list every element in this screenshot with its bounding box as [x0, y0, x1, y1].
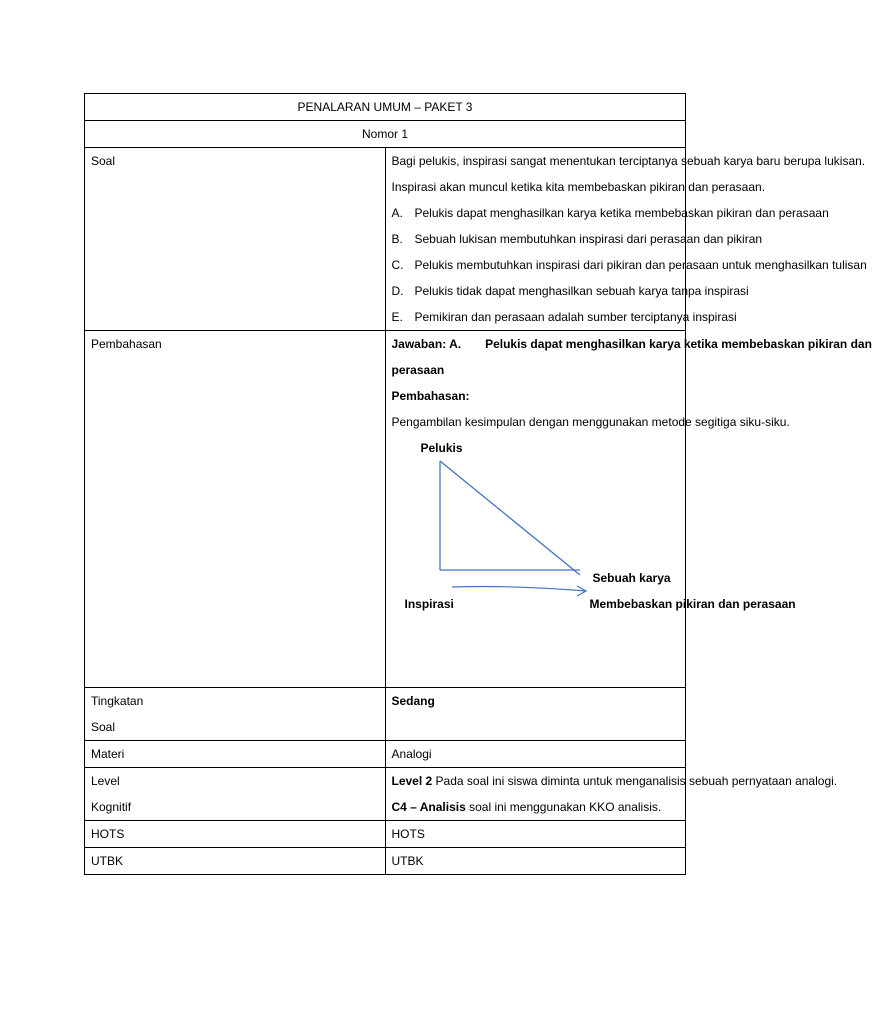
tingkatan-label-line-2: Soal — [91, 720, 116, 734]
triangle-svg — [392, 435, 892, 687]
soal-label: Soal — [85, 148, 386, 331]
option-text: Pelukis membutuhkan inspirasi dari pikiran dan perasaan untuk menghasilkan tulisan — [414, 258, 867, 272]
level-text-1: Pada soal ini siswa diminta untuk menganalisis sebuah pernyataan analogi. — [432, 774, 838, 788]
label-pelukis: Pelukis — [420, 441, 463, 455]
number-row — [85, 121, 686, 148]
option-text: Pelukis dapat menghasilkan karya ketika membebaskan pikiran dan perasaan — [414, 206, 829, 220]
level-text-2: soal ini menggunakan KKO analisis. — [465, 800, 662, 814]
option-d — [391, 278, 749, 304]
option-text: Sebuah lukisan membutuhkan inspirasi dari perasaan dan pikiran — [414, 232, 763, 246]
answer-line — [391, 331, 872, 357]
triangle-hypotenuse — [440, 461, 580, 575]
level-label-line-2: Kognitif — [91, 800, 132, 814]
label-sebuah-karya: Sebuah karya — [592, 571, 671, 585]
explanation-text: Pengambilan kesimpulan dengan menggunakan metode segitiga siku-siku. — [391, 415, 790, 429]
explanation-heading: Pembahasan: — [391, 389, 470, 403]
option-letter: E. — [391, 310, 403, 324]
soal-line-1: Bagi pelukis, inspirasi sangat menentukan terciptanya sebuah karya baru berupa lukisan. — [391, 154, 866, 168]
materi-label: Materi — [85, 741, 386, 768]
answer-prefix: Jawaban: A. — [391, 337, 462, 351]
triangle-diagram — [392, 435, 796, 687]
tingkatan-value — [385, 688, 686, 741]
utbk-label: UTBK — [85, 848, 386, 875]
level-prefix-1: Level 2 — [391, 774, 433, 788]
pembahasan-row — [85, 331, 686, 688]
pembahasan-content — [385, 331, 872, 688]
option-a — [391, 200, 829, 226]
question-table — [84, 93, 872, 875]
tingkatan-value-text: Sedang — [391, 694, 435, 708]
option-letter: C. — [391, 258, 404, 272]
soal-line-2: Inspirasi akan muncul ketika kita membebaskan pikiran dan perasaan. — [391, 180, 766, 194]
hots-value: HOTS — [385, 821, 686, 848]
level-prefix-2: C4 – Analisis — [391, 800, 466, 814]
level-line-2 — [392, 794, 680, 820]
option-text: Pelukis tidak dapat menghasilkan sebuah karya tanpa inspirasi — [414, 284, 749, 298]
soal-content — [385, 148, 867, 331]
materi-value: Analogi — [385, 741, 686, 768]
level-label — [85, 768, 386, 821]
option-letter: D. — [391, 284, 404, 298]
option-text: Pemikiran dan perasaan adalah sumber terciptanya inspirasi — [414, 310, 737, 324]
option-e — [391, 304, 737, 330]
option-c — [391, 252, 867, 278]
answer-text: Pelukis dapat menghasilkan karya ketika membebaskan pikiran dan — [485, 337, 872, 351]
tingkatan-label-line-1: Tingkatan — [91, 694, 144, 708]
utbk-row — [85, 848, 686, 875]
arrow-line — [452, 587, 586, 592]
title-row — [85, 94, 686, 121]
label-inspirasi: Inspirasi — [404, 597, 454, 611]
level-row — [85, 768, 686, 821]
tingkatan-label — [85, 688, 386, 741]
materi-row — [85, 741, 686, 768]
option-letter: A. — [391, 206, 403, 220]
answer-continuation: perasaan — [391, 363, 445, 377]
tingkatan-row — [85, 688, 686, 741]
label-membebaskan: Membebaskan pikiran dan perasaan — [589, 597, 796, 611]
level-label-line-1: Level — [91, 774, 120, 788]
hots-row — [85, 821, 686, 848]
level-line-1 — [391, 768, 838, 794]
level-value — [385, 768, 838, 821]
question-number: Nomor 1 — [85, 121, 686, 148]
option-letter: B. — [391, 232, 403, 246]
utbk-value: UTBK — [385, 848, 686, 875]
option-b — [391, 226, 763, 252]
pembahasan-label: Pembahasan — [85, 331, 386, 688]
soal-row — [85, 148, 686, 331]
hots-label: HOTS — [85, 821, 386, 848]
page-title: PENALARAN UMUM – PAKET 3 — [85, 94, 686, 121]
